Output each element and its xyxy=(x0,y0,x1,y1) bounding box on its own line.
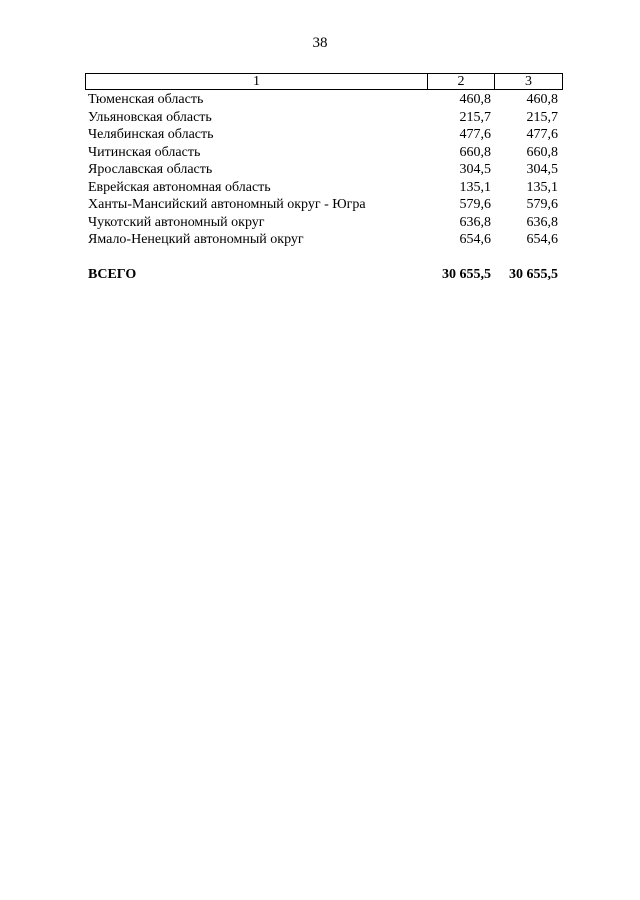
value-column-2: 135,1 xyxy=(459,179,491,195)
region-name: Ханты-Мансийский автономный округ - Югра xyxy=(88,197,366,212)
value-column-2: 636,8 xyxy=(459,214,491,230)
table-row xyxy=(85,179,563,197)
table-row xyxy=(85,161,563,179)
column-header-1: 1 xyxy=(86,74,428,89)
column-header-3: 3 xyxy=(525,74,532,89)
total-column-3: 30 655,5 xyxy=(509,266,558,282)
region-name: Челябинская область xyxy=(88,127,214,142)
table-row xyxy=(85,109,563,127)
value-column-3: 477,6 xyxy=(526,127,558,142)
region-name: Тюменская область xyxy=(88,92,204,107)
value-column-3: 215,7 xyxy=(526,109,558,125)
value-column-2: 215,7 xyxy=(459,109,491,125)
region-name: Читинская область xyxy=(88,144,201,160)
value-column-2: 460,8 xyxy=(459,92,491,107)
value-column-2: 660,8 xyxy=(459,144,491,160)
region-name: Ямало-Ненецкий автономный округ xyxy=(88,232,304,247)
table-header-row xyxy=(85,73,563,90)
value-column-3: 460,8 xyxy=(526,92,558,107)
value-column-3: 636,8 xyxy=(526,214,558,230)
value-column-3: 304,5 xyxy=(526,162,558,177)
table-row xyxy=(85,144,563,162)
value-column-2: 304,5 xyxy=(459,162,491,177)
table-row xyxy=(85,196,563,214)
region-name: Ярославская область xyxy=(88,162,213,177)
region-name: Еврейская автономная область xyxy=(88,179,271,195)
data-table xyxy=(85,73,563,284)
value-column-2: 579,6 xyxy=(459,197,491,212)
value-column-3: 135,1 xyxy=(526,179,558,195)
table-row xyxy=(85,214,563,232)
total-column-2: 30 655,5 xyxy=(442,266,491,282)
page-number: 38 xyxy=(312,35,328,51)
value-column-3: 579,6 xyxy=(526,197,558,212)
value-column-3: 660,8 xyxy=(526,144,558,160)
region-name: Ульяновская область xyxy=(88,109,212,125)
column-header-2: 2 xyxy=(428,74,495,89)
table-body xyxy=(85,91,563,249)
value-column-2: 477,6 xyxy=(459,127,491,142)
region-name: Чукотский автономный округ xyxy=(88,214,265,230)
table-row xyxy=(85,126,563,144)
table-row xyxy=(85,91,563,109)
total-label: ВСЕГО xyxy=(88,266,137,282)
value-column-3: 654,6 xyxy=(526,232,558,247)
total-row xyxy=(85,266,563,284)
value-column-2: 654,6 xyxy=(459,232,491,247)
table-row xyxy=(85,231,563,249)
